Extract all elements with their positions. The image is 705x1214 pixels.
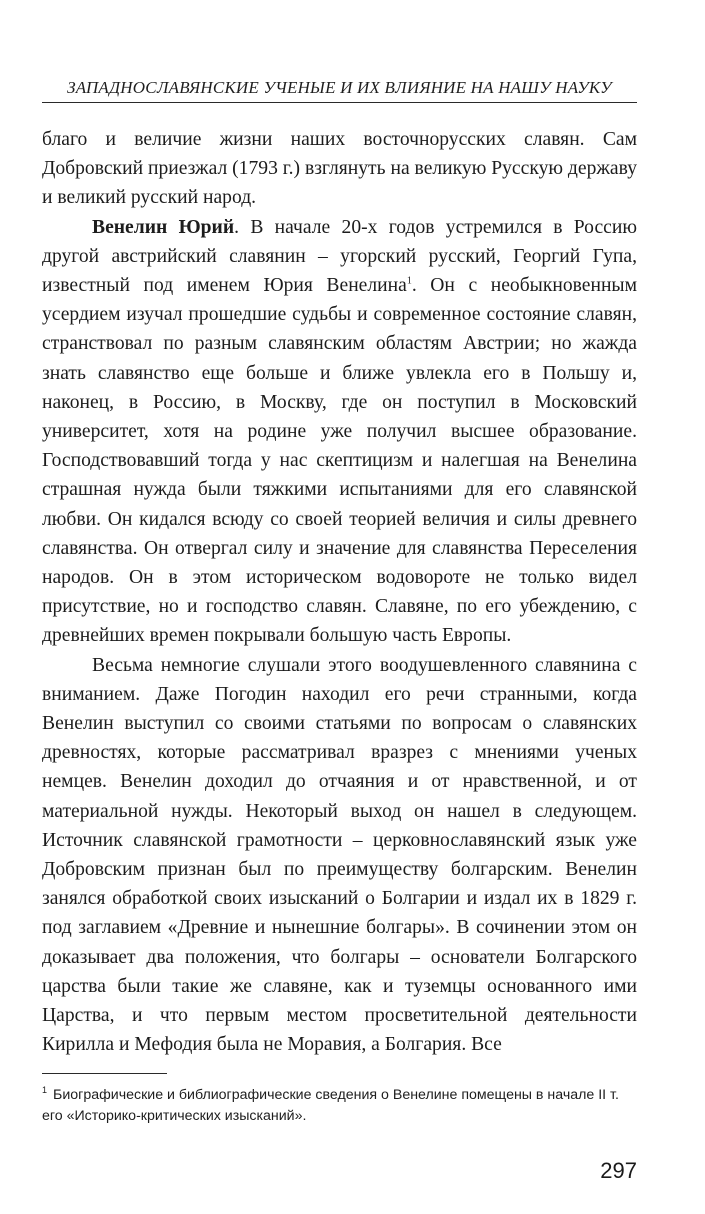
running-header: ЗАПАДНОСЛАВЯНСКИЕ УЧЕНЫЕ И ИХ ВЛИЯНИЕ НА НАШУ НАУКУ (67, 78, 612, 97)
footnote-reference: 1 (406, 275, 412, 287)
footnote-text: Биографические и библиографические сведения о Венелине помещены в начале II т. его «Историко-критических изысканий». (42, 1087, 619, 1124)
footnote (42, 1085, 637, 1127)
body-text (42, 125, 637, 1060)
footnote-rule (42, 1073, 167, 1074)
paragraph-text-before-ref: . В начале 20-х годов устремился в Россию другой австрийский славянин – угорский русский, Георгий Гупа, известный под именем Юрия Венелина (42, 216, 637, 297)
paragraph-venelin (42, 213, 637, 651)
book-page (42, 0, 637, 1214)
paragraph-listeners: Весьма немногие слушали этого воодушевленного славянина с вниманием. Даже Погодин находил его речи странными, когда Венелин выступил со своими статьями по вопросам о славянских древностях, которые рассматривал вразрез с мнениями ученых немцев. Венелин доходил до отчаяния и от нравственной, и от материальной нужды. Некоторый выход он нашел в следующем. Источник славянской грамотности – церковнославянский язык уже Добровским признан был по преимуществу болгарским. Венелин занялся обработкой своих изысканий о Болгарии и издал их в 1829 г. под заглавием «Древние и нынешние болгары». В сочинении этом он доказывает два положения, что болгары – основатели Болгарского царства были такие же славяне, как и туземцы основанного ими Царства, и что первым местом просветительной деятельности Кирилла и Мефодия была не Моравия, а Болгария. Все (42, 654, 637, 1056)
page-number: 297 (600, 1158, 637, 1183)
header-rule (42, 102, 637, 103)
paragraph-text-after-ref: . Он с необыкновенным усердием изучал прошедшие судьбы и современное состояние славян, странствовал по разным славянским областям Австрии; но жажда знать славянство еще больше и ближе увлекла его в Польшу и, наконец, в Россию, в Москву, где он поступил в Московский университет, хотя на родине уже получил высшее образование. Господствовавший тогда у нас скептицизм и налегшая на Венелина страшная нужда были тяжкими испытаниями для его славянской любви. Он кидался всюду со своей теорией величия и силы древнего славянства. Он отвергал силу и значение для славянства Переселения народов. Он в этом историческом водовороте не только видел присутствие, но и господство славян. Славяне, по его убеждению, с древнейших времен покрывали большую часть Европы. (42, 275, 637, 647)
entry-name: Венелин Юрий (92, 216, 235, 238)
footnote-marker: 1 (42, 1085, 48, 1096)
paragraph-continuation: благо и величие жизни наших восточнорусских славян. Сам Добровский приезжал (1793 г.) взглянуть на великую Русскую державу и великий русский народ. (42, 129, 637, 209)
